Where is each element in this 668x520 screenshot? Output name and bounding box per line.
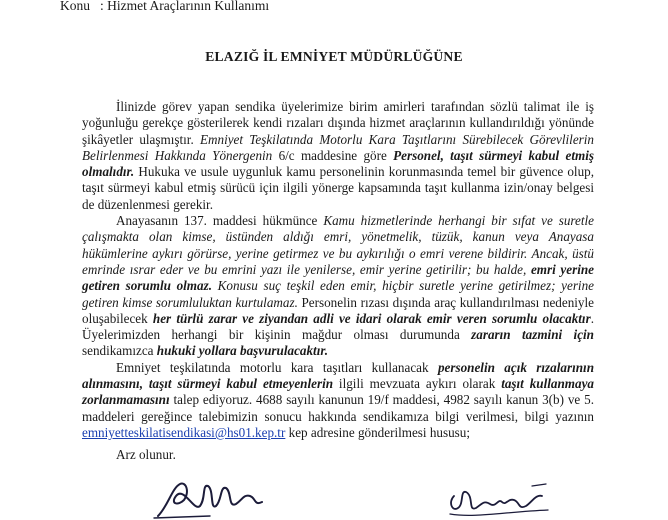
text-segment: . Üyelerimizden herhangi bir kişinin mağdur olması durumunda (82, 310, 594, 343)
signature-right (444, 478, 554, 520)
text-segment: talep ediyoruz. 4688 sayılı kanunun 19/f maddesi, 4982 sayılı kanun 3(b) ve 5. maddeleri gereğince talebimizin sonucu hakkında sendikamıza bilgi verilmesi, bilgi yazının (82, 392, 594, 424)
recipient-heading: ELAZIĞ İL EMNİYET MÜDÜRLÜĞÜNE (205, 49, 463, 64)
letter-body (82, 99, 594, 464)
emphasis-segment: taşıt kullanmaya zorlanmamasını (82, 376, 594, 408)
signature-left (150, 476, 270, 520)
emphasis-segment: emri yerine getiren sorumlu olmaz. (82, 261, 594, 294)
paragraphs (82, 99, 594, 441)
emphasis-segment: zararın tazmini için (471, 327, 594, 343)
emphasis-segment: personelin açık rızalarının alınmasını, taşıt sürmeyi kabul etmeyenlerin (82, 359, 594, 392)
emphasis-segment: her türlü zarar ve ziyandan adli ve idari olarak emir veren sorumlu olacaktır (152, 310, 591, 326)
text-segment: İlinizde görev yapan sendika üyelerimize birim amirleri tarafından sözlü talimat ile iş yoğunluğu gerekçe gösterilerek kendi rızaları dışında hizmet araçlarının kullandırıldığı yönünde şikâyetler ulaşmıştır. (82, 99, 594, 147)
subject-text: : Hizmet Araçlarının Kullanımı (100, 0, 270, 13)
body-paragraph (82, 99, 594, 213)
italic-segment: Emniyet Teşkilatında Motorlu Kara Taşıtlarını Sürebilecek Görevlilerin Belirlenmesi Hakkında Yönergenin (82, 131, 594, 163)
text-segment: Hukuka ve usule uygunluk kamu personelinin korunmasında temel bir güvence olup, taşıt sürmeyi kabul etmiş sürücü için ilgili yönerge kapsamında taşıt kullanma izin/onay belgesi de düzenlenmesi gerekir. (82, 164, 594, 212)
cropped-date (560, 0, 620, 2)
text-segment: 6/c maddesine göre (272, 147, 394, 163)
closing-line: Arz olunur. (116, 447, 176, 463)
text-segment: Emniyet teşkilatında motorlu kara taşıtları kullanacak (116, 359, 438, 375)
subject-line (60, 0, 269, 14)
emphasis-segment: hukuki yollara başvurulacaktır. (156, 343, 329, 359)
text-segment: kep adresine gönderilmesi hususu; (285, 424, 471, 440)
italic-segment: Konusu suç teşkil eden emir, hiçbir suretle yerine getirilmez; yerine getiren kimse sorumluluktan kurtulamaz. (82, 278, 594, 310)
emphasis-segment: Personel, taşıt sürmeyi kabul etmiş olmalıdır. (82, 147, 594, 180)
kep-address-link[interactable]: emniyetteskilatisendikasi@hs01.kep.tr (82, 424, 286, 440)
italic-segment: Kamu hizmetlerinde herhangi bir sıfat ve suretle çalışmakta olan kimse, üstünden aldığı emri, yönetmelik, tüzük, kanun veya Anayasa hükümlerine aykırı görürse, yerine getirmez ve bu aykırılığı o emri verene bildirir. Ancak, üstü emrinde ısrar eder ve bu emrini yazı ile yenilerse, emir yerine getirilir; bu halde, (82, 213, 594, 277)
subject-label: Konu (60, 0, 90, 13)
body-paragraph (82, 213, 594, 360)
text-segment: Personelin rızası dışında araç kullandırılması nedeniyle oluşabilecek (82, 294, 594, 326)
text-segment: sendikamızca (82, 343, 157, 359)
body-paragraph (82, 360, 594, 441)
text-segment: ilgili mevzuata aykırı olarak (333, 376, 502, 392)
text-segment: Anayasanın 137. maddesi hükmünce (116, 213, 324, 229)
